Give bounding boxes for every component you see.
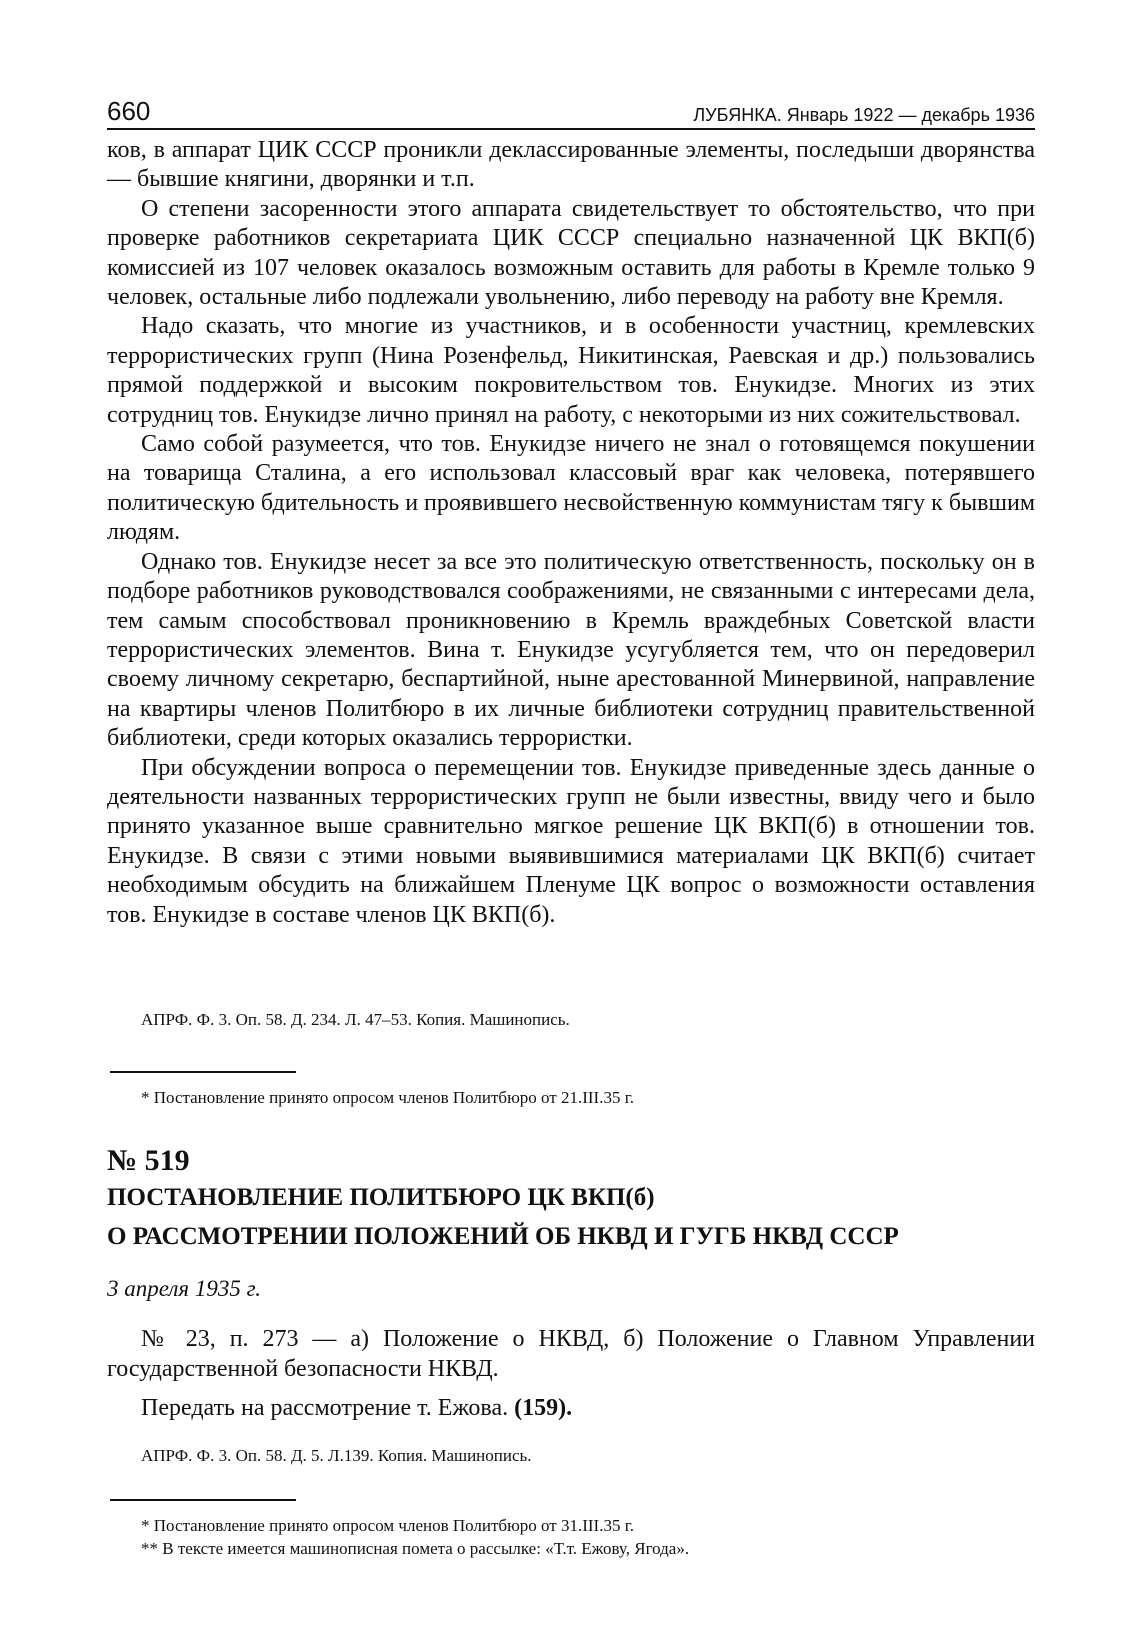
- paragraph: Надо сказать, что многие из участников, и в особенности участниц, кремлевских террористических групп (Нина Розенфельд, Никитинская, Раевская и др.) пользовались прямой поддержкой и высоким покровительством тов. Енукидзе. Многих из этих сотрудниц тов. Енукидзе лично принял на работу, с некоторыми из них сожительствовал.: [107, 313, 1035, 428]
- paragraph: Однако тов. Енукидзе несет за все это политическую ответственность, поскольку он в подборе работников руководствовался соображениями, не связанными с интересами дела, тем самым способствовал проникновению в Кремль враждебных Советской власти террористических элементов. Вина т. Енукидзе усугубляется тем, что он передоверил своему личному секретарю, беспартийной, ныне арестованной Минервиной, направление на квартиры членов Политбюро в их личные библиотеки сотрудниц правительственной библиотеки, среди которых оказались террористки.: [107, 548, 1035, 752]
- footnote: * Постановление принято опросом членов Политбюро от 21.III.35 г.: [141, 1088, 635, 1107]
- archive-source: АПРФ. Ф. 3. Оп. 58. Д. 234. Л. 47–53. Копия. Машинопись.: [141, 1010, 570, 1029]
- footnote: * Постановление принято опросом членов Политбюро от 31.III.35 г.: [141, 1516, 635, 1535]
- footnote-divider: [110, 1071, 296, 1073]
- document-title-line: ПОСТАНОВЛЕНИЕ ПОЛИТБЮРО ЦК ВКП(б): [107, 1184, 655, 1211]
- paragraph: При обсуждении вопроса о перемещении тов. Енукидзе приведенные здесь данные о деятельности названных террористических групп не были известны, ввиду чего и было принято указанное выше сравнительно мягкое решение ЦК ВКП(б) в отношении тов. Енукидзе. В связи с этими новыми выявившимися материалами ЦК ВКП(б) считает необходимым обсудить на ближайшем Пленуме ЦК вопрос о возможности оставления тов. Енукидзе в составе членов ЦК ВКП(б).: [107, 754, 1035, 928]
- running-title: ЛУБЯНКА. Январь 1922 — декабрь 1936: [693, 105, 1035, 125]
- document-title-line: О РАССМОТРЕНИИ ПОЛОЖЕНИЙ ОБ НКВД И ГУГБ НКВД СССР: [107, 1223, 899, 1250]
- footnote-divider: [110, 1499, 296, 1501]
- archive-source: АПРФ. Ф. 3. Оп. 58. Д. 5. Л.139. Копия. Машинопись.: [141, 1446, 532, 1465]
- continued-text: [107, 136, 1035, 930]
- document-body: [107, 1324, 1035, 1384]
- page-number: 660: [107, 96, 151, 126]
- document-date: 3 апреля 1935 г.: [107, 1276, 262, 1301]
- paragraph: Само собой разумеется, что тов. Енукидзе ничего не знал о готовящемся покушении на товарища Сталина, а его использовал классовый враг как человека, потерявшего политическую бдительность и проявившего несвойственную коммунистам тягу к бывшим людям.: [107, 431, 1035, 546]
- document-number: № 519: [107, 1144, 190, 1177]
- decision-reference: (159).: [514, 1395, 573, 1421]
- decision-text: Передать на рассмотрение т. Ежова.: [141, 1395, 509, 1421]
- running-header: [107, 92, 1035, 130]
- paragraph: ков, в аппарат ЦИК СССР проникли деклассированные элементы, последыши дворянства — бывшие княгини, дворянки и т.п.: [107, 137, 1035, 193]
- paragraph: О степени засоренности этого аппарата свидетельствует то обстоятельство, что при проверке работников секретариата ЦИК СССР специально назначенной ЦК ВКП(б) комиссией из 107 человек оказалось возможным оставить для работы в Кремле только 9 человек, остальные либо подлежали увольнению, либо переводу на работу вне Кремля.: [107, 195, 1035, 311]
- footnote: ** В тексте имеется машинописная помета о рассылке: «Т.т. Ежову, Ягода».: [141, 1539, 690, 1558]
- paragraph: № 23, п. 273 — а) Положение о НКВД, б) Положение о Главном Управлении государственной безопасности НКВД.: [107, 1326, 1035, 1382]
- document-decision: [107, 1394, 1035, 1423]
